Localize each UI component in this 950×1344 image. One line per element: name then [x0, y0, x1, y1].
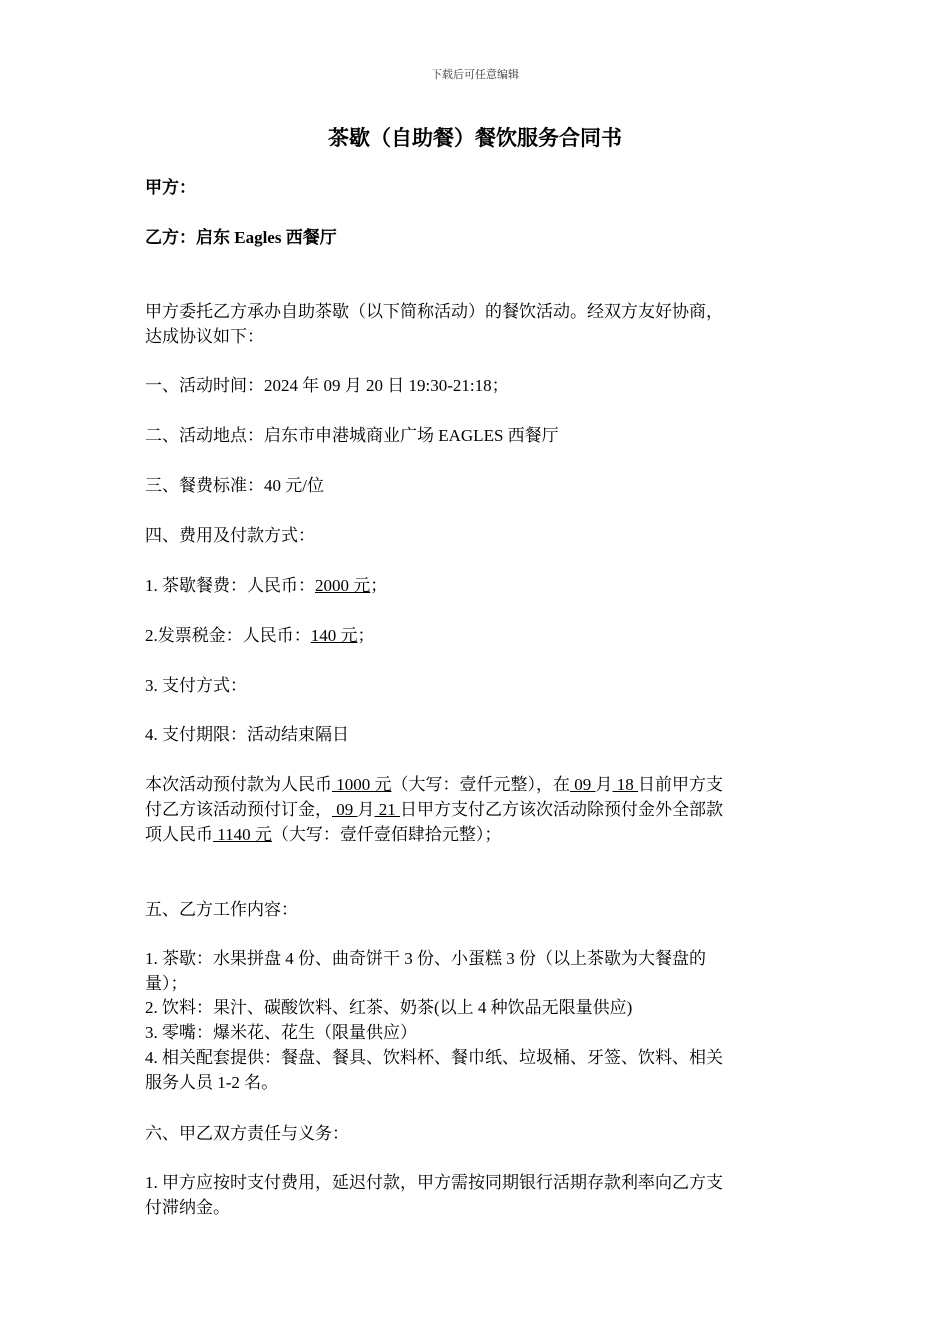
clause-work-heading: 五、乙方工作内容：	[145, 900, 298, 919]
payment-l1-amount: 1000 元	[332, 775, 392, 794]
clause-fees-heading: 四、费用及付款方式：	[145, 526, 315, 545]
payment-l1-a: 本次活动预付款为人民币	[145, 775, 332, 794]
payment-l2-day: 21	[374, 800, 400, 819]
fee-tea-break-label: 1. 茶歇餐费：人民币：	[145, 576, 315, 595]
fee-tea-break	[145, 574, 810, 598]
clause-meal-standard: 三、餐费标准：40 元/位	[145, 476, 324, 495]
party-b-line: 乙方：启东 Eagles 西餐厅	[145, 228, 337, 247]
work-tea-break-line-1: 1. 茶歇：水果拼盘 4 份、曲奇饼干 3 份、小蛋糕 3 份（以上茶歇为大餐盘的	[145, 949, 706, 968]
fee-invoice-tax-label: 2.发票税金：人民币：	[145, 626, 311, 645]
work-tea-break-line-2: 量）；	[145, 974, 188, 993]
payment-l1-c: 月	[595, 775, 613, 794]
work-supplies-line-1: 4. 相关配套提供：餐盘、餐具、饮料杯、餐巾纸、垃圾桶、牙签、饮料、相关	[145, 1048, 723, 1067]
party-a-line: 甲方：	[145, 178, 196, 197]
clause-activity-time: 一、活动时间：2024 年 09 月 20 日 19:30-21:18；	[145, 376, 509, 395]
intro-line-2: 达成协议如下：	[145, 327, 264, 346]
payment-line-3	[145, 823, 810, 847]
payment-l3-a: 项人民币	[145, 825, 213, 844]
payment-l1-b: （大写：壹仟元整），在	[391, 775, 570, 794]
fee-tea-break-suffix: ；	[370, 576, 388, 595]
payment-l1-day: 18	[612, 775, 638, 794]
duty-1-line-1: 1. 甲方应按时支付费用，延迟付款，甲方需按同期银行活期存款利率向乙方支	[145, 1173, 723, 1192]
fee-payment-method: 3. 支付方式：	[145, 676, 247, 695]
payment-l1-d: 日前甲方支	[638, 775, 723, 794]
work-drinks: 2. 饮料：果汁、碳酸饮料、红茶、奶茶(以上 4 种饮品无限量供应)	[145, 998, 633, 1017]
duty-1-line-2: 付滞纳金。	[145, 1198, 230, 1217]
fee-invoice-tax-amount: 140 元	[310, 626, 358, 645]
payment-l2-a: 付乙方该活动预付订金，	[145, 800, 332, 819]
payment-l2-b: 月	[357, 800, 375, 819]
fee-invoice-tax-suffix: ；	[357, 626, 375, 645]
work-snacks: 3. 零嘴：爆米花、花生（限量供应）	[145, 1023, 417, 1042]
clause-duties-heading: 六、甲乙双方责任与义务：	[145, 1124, 349, 1143]
payment-line-1	[145, 773, 810, 797]
intro-line-1: 甲方委托乙方承办自助茶歇（以下简称活动）的餐饮活动。经双方友好协商，	[145, 302, 723, 321]
payment-l2-c: 日甲方支付乙方该次活动除预付金外全部款	[400, 800, 723, 819]
payment-l1-month: 09	[570, 775, 596, 794]
work-supplies-line-2: 服务人员 1-2 名。	[145, 1073, 279, 1092]
document-title: 茶歇（自助餐）餐饮服务合同书	[328, 126, 622, 150]
payment-l3-amount: 1140 元	[213, 825, 272, 844]
fee-invoice-tax	[145, 624, 810, 648]
payment-line-2	[145, 798, 810, 822]
payment-l3-b: （大写：壹仟壹佰肆拾元整）；	[271, 825, 502, 844]
header-note: 下载后可任意编辑	[431, 69, 519, 81]
clause-activity-location: 二、活动地点：启东市申港城商业广场 EAGLES 西餐厅	[145, 426, 559, 445]
payment-l2-month: 09	[332, 800, 358, 819]
fee-payment-deadline: 4. 支付期限：活动结束隔日	[145, 725, 349, 744]
fee-tea-break-amount: 2000 元	[315, 576, 371, 595]
